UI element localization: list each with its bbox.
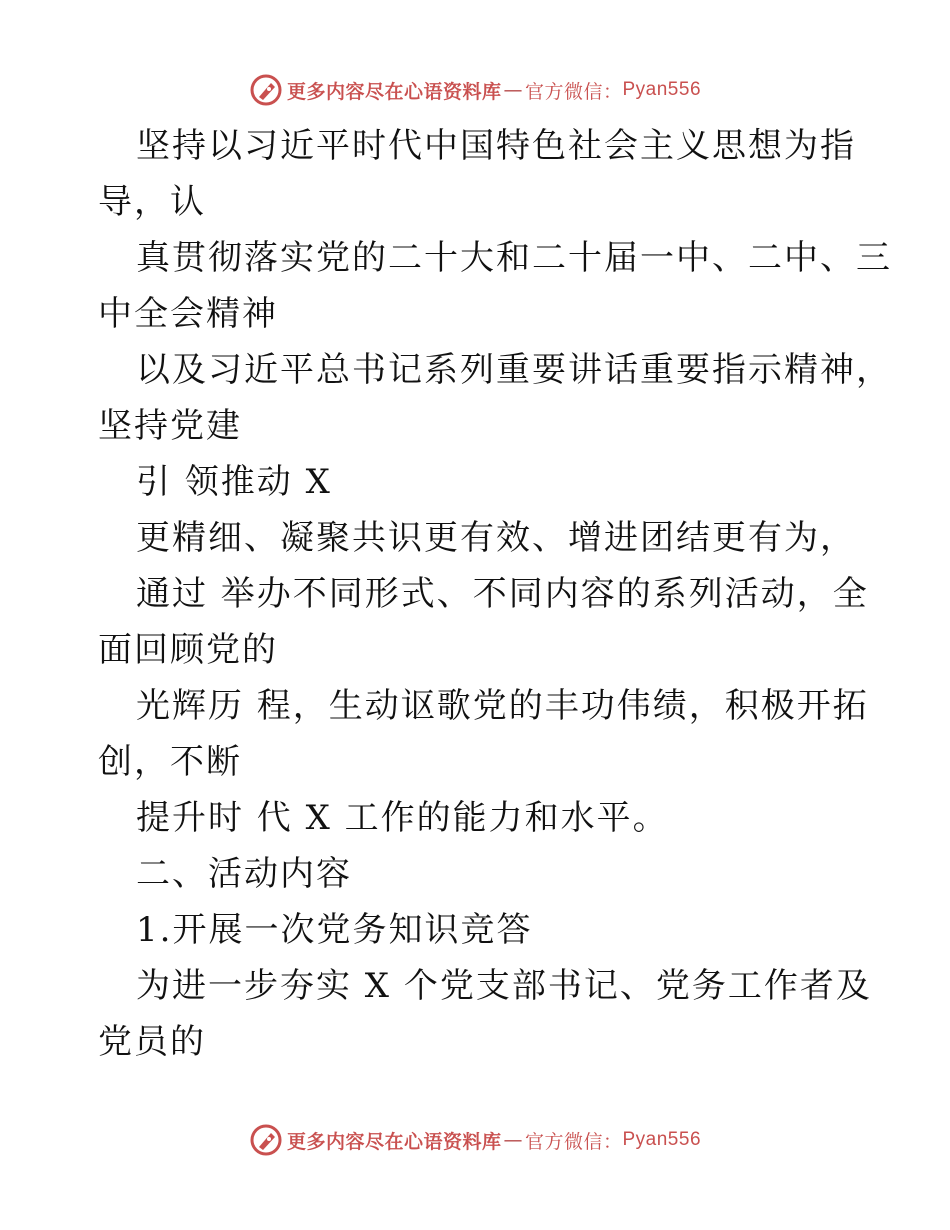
- pen-nib-circle-icon: [249, 1123, 283, 1157]
- text-line: 通过 举办不同形式、不同内容的系列活动，全: [136, 574, 869, 614]
- watermark-handle: Pyan556: [622, 1129, 702, 1150]
- text-line: 以及习近平总书记系列重要讲话重要指示精神，: [136, 350, 892, 390]
- text-line: 中全会精神: [98, 294, 278, 334]
- watermark-brand: 更多内容尽在心语资料库: [286, 80, 502, 103]
- text-line: 二、活动内容: [136, 854, 352, 894]
- watermark-contact: 官方微信：: [524, 80, 623, 103]
- text-line: 为进一步夯实 X 个党支部书记、党务工作者及: [136, 966, 872, 1006]
- text-line: 坚持以习近平时代中国特色社会主义思想为指: [136, 126, 856, 166]
- watermark-handle: Pyan556: [622, 79, 702, 100]
- text-line: 更精细、凝聚共识更有效、增进团结更有为，: [136, 518, 856, 558]
- pen-nib-circle-icon: [249, 73, 283, 107]
- text-line: 引 领推动 X: [136, 462, 332, 502]
- text-line: 导，认: [98, 182, 206, 222]
- watermark-footer: [0, 1120, 950, 1160]
- watermark-dash: —: [503, 79, 523, 101]
- text-line: 坚持党建: [98, 406, 242, 446]
- text-line: 提升时 代 X 工作的能力和水平。: [136, 798, 669, 838]
- text-line: 创，不断: [98, 742, 242, 782]
- watermark-dash: —: [503, 1129, 523, 1151]
- watermark-header: [0, 70, 950, 110]
- watermark-brand: 更多内容尽在心语资料库: [286, 1130, 502, 1153]
- document-body: [98, 118, 892, 1070]
- text-line: 真贯彻落实党的二十大和二十届一中、二中、三: [136, 238, 892, 278]
- watermark-contact: 官方微信：: [524, 1130, 623, 1153]
- text-line: 党员的: [98, 1022, 206, 1062]
- text-line: 1.开展一次党务知识竞答: [136, 910, 533, 950]
- text-line: 面回顾党的: [98, 630, 278, 670]
- text-line: 光辉历 程，生动讴歌党的丰功伟绩，积极开拓: [136, 686, 869, 726]
